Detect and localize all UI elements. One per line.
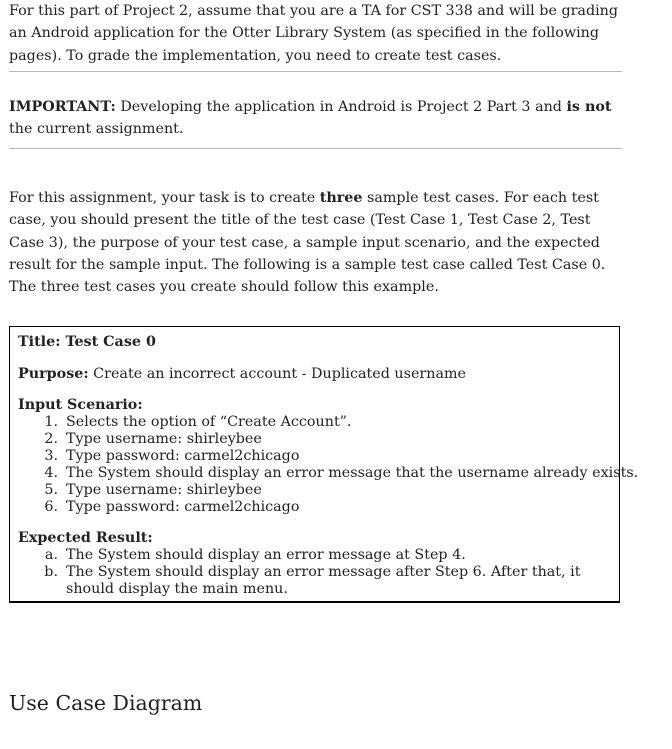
purpose-label: Purpose: bbox=[18, 366, 89, 382]
list-item bbox=[34, 547, 618, 564]
list-item bbox=[34, 564, 618, 598]
divider-bottom bbox=[9, 148, 622, 149]
list-item bbox=[34, 431, 638, 448]
step-number: 3. bbox=[44, 448, 58, 464]
step-text: Type username: shirleybee bbox=[66, 482, 262, 498]
divider-top bbox=[9, 71, 622, 72]
assignment-text-after: sample test cases. For each test case, you should present the title of the test case (Test Case 1, Test Case 2, Test Case 3), the purpose of your test case, a sample input scenario, and the expected result for the sample input. The following is a sample test case called Test Case 0. The three test cases you create should follow this example. bbox=[9, 190, 606, 296]
purpose-text: Create an incorrect account - Duplicated username bbox=[88, 366, 467, 382]
step-number: 6. bbox=[44, 499, 58, 515]
step-number: 1. bbox=[44, 414, 58, 430]
step-number: 5. bbox=[44, 482, 58, 498]
list-item bbox=[34, 465, 638, 482]
important-text-before: Developing the application in Android is Project 2 Part 3 and bbox=[115, 99, 567, 115]
purpose-line bbox=[18, 366, 466, 383]
step-text: Type username: shirleybee bbox=[66, 431, 262, 447]
result-letter: b. bbox=[44, 564, 58, 580]
step-number: 2. bbox=[44, 431, 58, 447]
important-label: IMPORTANT: bbox=[9, 99, 116, 115]
assignment-paragraph bbox=[9, 187, 624, 298]
important-paragraph bbox=[9, 96, 624, 141]
intro-text: For this part of Project 2, assume that you are a TA for CST 338 and will be grading an Android application for the Otter Library System (as specified in the following pages). To grade the implementation, you need to create test cases. bbox=[9, 3, 619, 64]
assignment-text-before: For this assignment, your task is to create bbox=[9, 190, 320, 206]
list-item bbox=[34, 414, 638, 431]
test-case-box bbox=[9, 326, 639, 603]
section-heading: Use Case Diagram bbox=[9, 691, 203, 715]
step-text: Selects the option of “Create Account”. bbox=[66, 414, 352, 430]
list-item bbox=[34, 499, 638, 516]
expected-results-list bbox=[34, 547, 618, 598]
result-text: The System should display an error message at Step 4. bbox=[66, 547, 466, 563]
important-text-after: the current assignment. bbox=[9, 121, 184, 138]
step-number: 4. bbox=[44, 465, 58, 481]
test-case-title: Title: Test Case 0 bbox=[18, 334, 156, 350]
list-item bbox=[34, 482, 638, 499]
expected-result-label: Expected Result: bbox=[18, 530, 153, 546]
step-text: The System should display an error message that the username already exists. bbox=[66, 465, 639, 481]
result-letter: a. bbox=[44, 547, 58, 563]
result-text: The System should display an error message after Step 6. After that, it should display the main menu. bbox=[66, 564, 581, 597]
input-steps-list bbox=[34, 414, 638, 516]
step-text: Type password: carmel2chicago bbox=[66, 448, 300, 464]
list-item bbox=[34, 448, 638, 465]
important-emphasis: is not bbox=[566, 99, 612, 115]
step-text: Type password: carmel2chicago bbox=[66, 499, 300, 515]
intro-paragraph bbox=[9, 0, 624, 67]
input-scenario-label: Input Scenario: bbox=[18, 397, 143, 413]
assignment-emphasis: three bbox=[319, 190, 363, 206]
